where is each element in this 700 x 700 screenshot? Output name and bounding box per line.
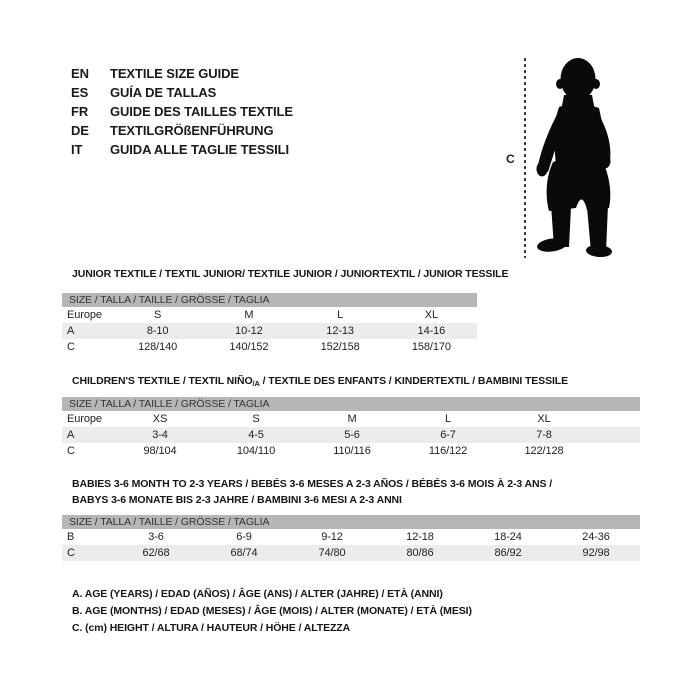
- language-row-it: [71, 140, 293, 159]
- table-cell: 98/104: [143, 445, 177, 457]
- row-label: C: [67, 341, 75, 353]
- language-list: [71, 64, 293, 159]
- table-cell-spacer: [592, 411, 640, 427]
- table-cell: 24-36: [582, 531, 610, 543]
- table-cell: 74/80: [318, 547, 346, 559]
- table-row: [62, 411, 640, 427]
- note-a: A. AGE (YEARS) / EDAD (AÑOS) / ÂGE (ANS) / ALTER (JAHRE) / ETÀ (ANNI): [72, 588, 443, 600]
- table-cell: S: [154, 309, 162, 321]
- height-measure-label: C: [506, 152, 515, 166]
- table-cell: 128/140: [138, 341, 178, 353]
- table-cell: 122/128: [524, 445, 564, 457]
- title-line: BABYS 3-6 MONATE BIS 2-3 JAHRE / BAMBINI 3-6 MESI A 2-3 ANNI: [72, 494, 402, 506]
- size-header-bar: SIZE / TALLA / TAILLE / GRÖSSE / TAGLIA: [62, 293, 477, 307]
- title-text: CHILDREN'S TEXTILE / TEXTIL NIÑO: [72, 375, 253, 387]
- language-code: ES: [71, 85, 89, 100]
- table-cell: 7-8: [536, 429, 552, 441]
- section-title-children: [72, 373, 568, 392]
- language-code: IT: [71, 142, 83, 157]
- language-label: TEXTILGRÖßENFÜHRUNG: [110, 123, 274, 138]
- table-cell: 86/92: [494, 547, 522, 559]
- table-cell: 4-5: [248, 429, 264, 441]
- babies-size-table: [62, 515, 640, 561]
- table-cell: 5-6: [344, 429, 360, 441]
- junior-size-table: [62, 293, 477, 355]
- row-label: A: [67, 429, 75, 441]
- language-row-fr: [71, 102, 293, 121]
- note-c: C. (cm) HEIGHT / ALTURA / HAUTEUR / HÖHE / ALTEZZA: [72, 622, 351, 634]
- language-code: DE: [71, 123, 89, 138]
- title-subscript: /A: [252, 379, 260, 388]
- table-row: [62, 339, 477, 355]
- table-cell: 14-16: [417, 325, 446, 337]
- table-cell: L: [444, 413, 452, 425]
- language-label: GUIDA ALLE TAGLIE TESSILI: [110, 142, 290, 157]
- table-cell: 6-9: [236, 531, 252, 543]
- children-size-table: [62, 397, 640, 459]
- height-dashed-line: [524, 58, 526, 258]
- language-code: FR: [71, 104, 89, 119]
- table-cell: M: [347, 413, 357, 425]
- title-text: / TEXTILE DES ENFANTS / KINDERTEXTIL / BAMBINI TESSILE: [259, 375, 569, 387]
- table-cell: 80/86: [406, 547, 434, 559]
- section-title-babies: [72, 476, 552, 508]
- language-row-en: [71, 64, 293, 83]
- table-cell: L: [337, 309, 344, 321]
- table-cell: XL: [424, 309, 438, 321]
- table-cell: 3-6: [148, 531, 164, 543]
- figure-height-illustration: [500, 50, 635, 265]
- table-cell: XS: [152, 413, 168, 425]
- table-cell: 10-12: [235, 325, 263, 337]
- baby-silhouette-icon: [531, 55, 623, 260]
- note-b: B. AGE (MONTHS) / EDAD (MESES) / ÂGE (MOIS) / ALTER (MONATE) / ETÀ (MESI): [72, 605, 472, 617]
- table-row: [62, 323, 477, 339]
- table-row: [62, 545, 640, 561]
- table-cell: 12-18: [406, 531, 434, 543]
- table-cell: 12-13: [326, 325, 354, 337]
- row-label: B: [67, 531, 75, 543]
- table-cell: 18-24: [494, 531, 522, 543]
- table-row: [62, 307, 477, 323]
- row-label: C: [67, 547, 75, 559]
- section-title-junior: JUNIOR TEXTILE / TEXTIL JUNIOR/ TEXTILE JUNIOR / JUNIORTEXTIL / JUNIOR TESSILE: [72, 268, 509, 280]
- table-cell: 6-7: [440, 429, 456, 441]
- row-label: A: [67, 325, 75, 337]
- table-row: [62, 427, 640, 443]
- table-cell: 9-12: [321, 531, 343, 543]
- language-label: GUIDE DES TAILLES TEXTILE: [110, 104, 293, 119]
- table-cell: XL: [537, 413, 551, 425]
- table-cell: 152/158: [320, 341, 360, 353]
- table-cell-spacer: [592, 427, 640, 443]
- table-cell: S: [252, 413, 260, 425]
- row-label: Europe: [67, 413, 102, 425]
- row-label: Europe: [67, 309, 102, 321]
- table-cell: 104/110: [236, 445, 276, 457]
- table-cell: 116/122: [428, 445, 468, 457]
- table-cell: M: [244, 309, 254, 321]
- table-cell-spacer: [592, 443, 640, 459]
- table-row: [62, 529, 640, 545]
- table-cell: 158/170: [411, 341, 451, 353]
- language-label: TEXTILE SIZE GUIDE: [110, 66, 239, 81]
- table-row: [62, 443, 640, 459]
- table-cell: 8-10: [146, 325, 169, 337]
- table-cell: 3-4: [152, 429, 168, 441]
- title-line: BABIES 3-6 MONTH TO 2-3 YEARS / BEBÉS 3-6 MESES A 2-3 AÑOS / BÉBÉS 3-6 MOIS À 2-3 ANS /: [72, 478, 553, 490]
- table-cell: 92/98: [582, 547, 610, 559]
- size-header-bar: SIZE / TALLA / TAILLE / GRÖSSE / TAGLIA: [62, 515, 640, 529]
- language-row-de: [71, 121, 293, 140]
- table-cell: 62/68: [142, 547, 170, 559]
- language-code: EN: [71, 66, 89, 81]
- table-cell: 68/74: [230, 547, 258, 559]
- size-header-bar: SIZE / TALLA / TAILLE / GRÖSSE / TAGLIA: [62, 397, 640, 411]
- language-label: GUÍA DE TALLAS: [110, 85, 217, 100]
- table-cell: 140/152: [229, 341, 269, 353]
- row-label: C: [67, 445, 75, 457]
- table-cell: 110/116: [333, 445, 371, 457]
- language-row-es: [71, 83, 293, 102]
